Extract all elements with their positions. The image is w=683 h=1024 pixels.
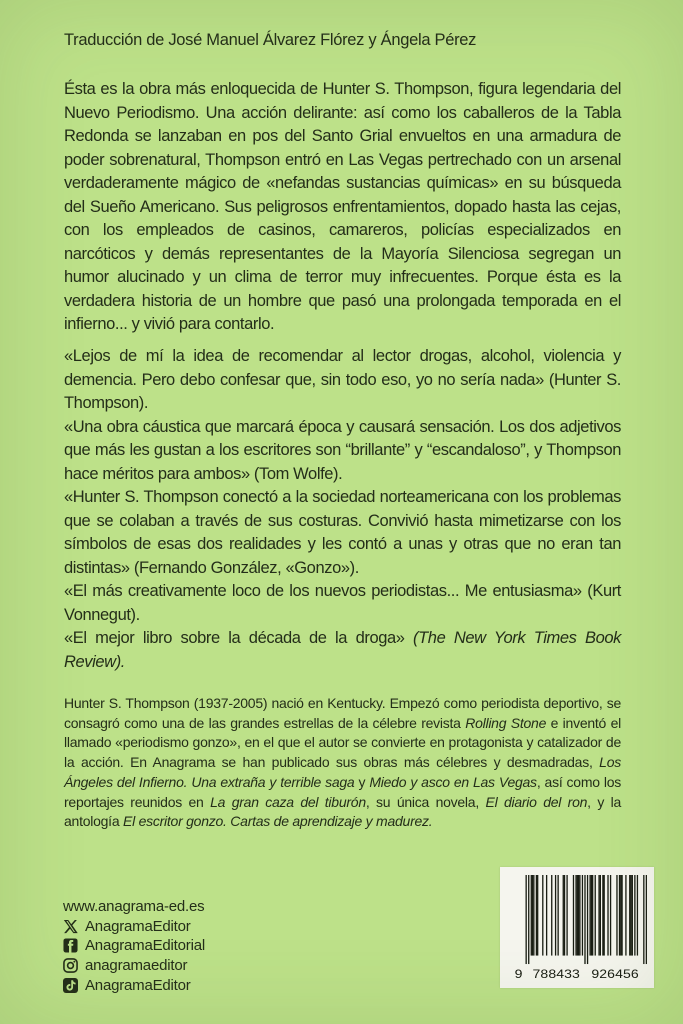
quote-kurt-vonnegut: «El más creativamente loco de los nuevos periodistas... Me entusiasma» (Kurt Vonnegut).	[64, 582, 621, 624]
review-quotes	[64, 345, 621, 674]
tiktok-icon	[63, 978, 78, 993]
barcode-bars	[514, 875, 647, 981]
social-row-instagram	[63, 956, 383, 976]
social-handle: AnagramaEditor	[85, 917, 191, 935]
social-row-facebook	[63, 936, 383, 956]
footer	[63, 897, 383, 995]
isbn-barcode	[500, 867, 654, 988]
svg-text:926456: 926456	[591, 966, 639, 981]
social-row-x	[63, 917, 383, 937]
quote-ny-times: «El mejor libro sobre la década de la droga» (The New York Times Book Review).	[64, 629, 621, 671]
svg-text:788433: 788433	[532, 966, 580, 981]
quote-thompson: «Lejos de mí la idea de recomendar al lector drogas, alcohol, violencia y demencia. Pero debo confesar que, sin todo eso, yo no sería nada» (Hunter S. Thompson).	[64, 347, 621, 412]
social-handle: AnagramaEditor	[85, 976, 191, 994]
website-row	[63, 897, 383, 917]
x-icon	[63, 919, 78, 934]
social-row-tiktok	[63, 975, 383, 995]
svg-text:9: 9	[514, 966, 523, 981]
translator-line: Traducción de José Manuel Álvarez Flórez y Ángela Pérez	[64, 31, 477, 49]
website-url: www.anagrama-ed.es	[63, 898, 205, 916]
social-handle: AnagramaEditorial	[85, 937, 205, 955]
quote-tom-wolfe: «Una obra cáustica que marcará época y causará sensación. Los dos adjetivos que más les gustan a los escritores son “brillante” y “escandaloso”, y Thompson hace méritos para ambos» (Tom Wolfe).	[64, 417, 621, 483]
instagram-icon	[63, 958, 78, 973]
social-handle: anagramaeditor	[85, 957, 188, 975]
author-bio: Hunter S. Thompson (1937-2005) nació en Kentucky. Empezó como periodista deportivo, se consagró como una de las grandes estrellas de la célebre revista Rolling Stone e inventó el llamado «periodismo gonzo», en el que el autor se convierte en protagonista y catalizador de la acción. En Anagrama se han publicado sus obras más célebres y desmadradas, Los Ángeles del Infierno. Una extraña y terrible saga y Miedo y asco en Las Vegas, así como los reportajes reunidos en La gran caza del tiburón, su única novela, El diario del ron, y la antología El escritor gonzo. Cartas de aprendizaje y madurez.	[64, 695, 621, 830]
facebook-icon	[63, 938, 78, 953]
synopsis-paragraph: Ésta es la obra más enloquecida de Hunter S. Thompson, figura legendaria del Nuevo Periodismo. Una acción delirante: así como los caballeros de la Tabla Redonda se lanzaban en pos del Santo Grial envueltos en una armadura de poder sobrenatural, Thompson entró en Las Vegas pertrechado con un arsenal verdaderamente mágico de «nefandas sustancias químicas» en su búsqueda del Sueño Americano. Sus peligrosos enfrentamientos, dopado hasta las cejas, con los empleados de casinos, camareros, policías especializados en narcóticos y demás representantes de la Mayoría Silenciosa segregan un humor alucinado y un clima de terror muy infrecuentes. Porque ésta es la verdadera historia de un hombre que pasó una prolongada temporada en el infierno... y vivió para contarlo.	[64, 80, 621, 333]
quote-fernando-gonzalez: «Hunter S. Thompson conectó a la sociedad norteamericana con los problemas que se colaban a través de sus costuras. Convivió hasta mimetizarse con los símbolos de esas dos realidades y les contó a unas y otras que no eran tan distintas» (Fernando González, «Gonzo»).	[64, 488, 621, 577]
